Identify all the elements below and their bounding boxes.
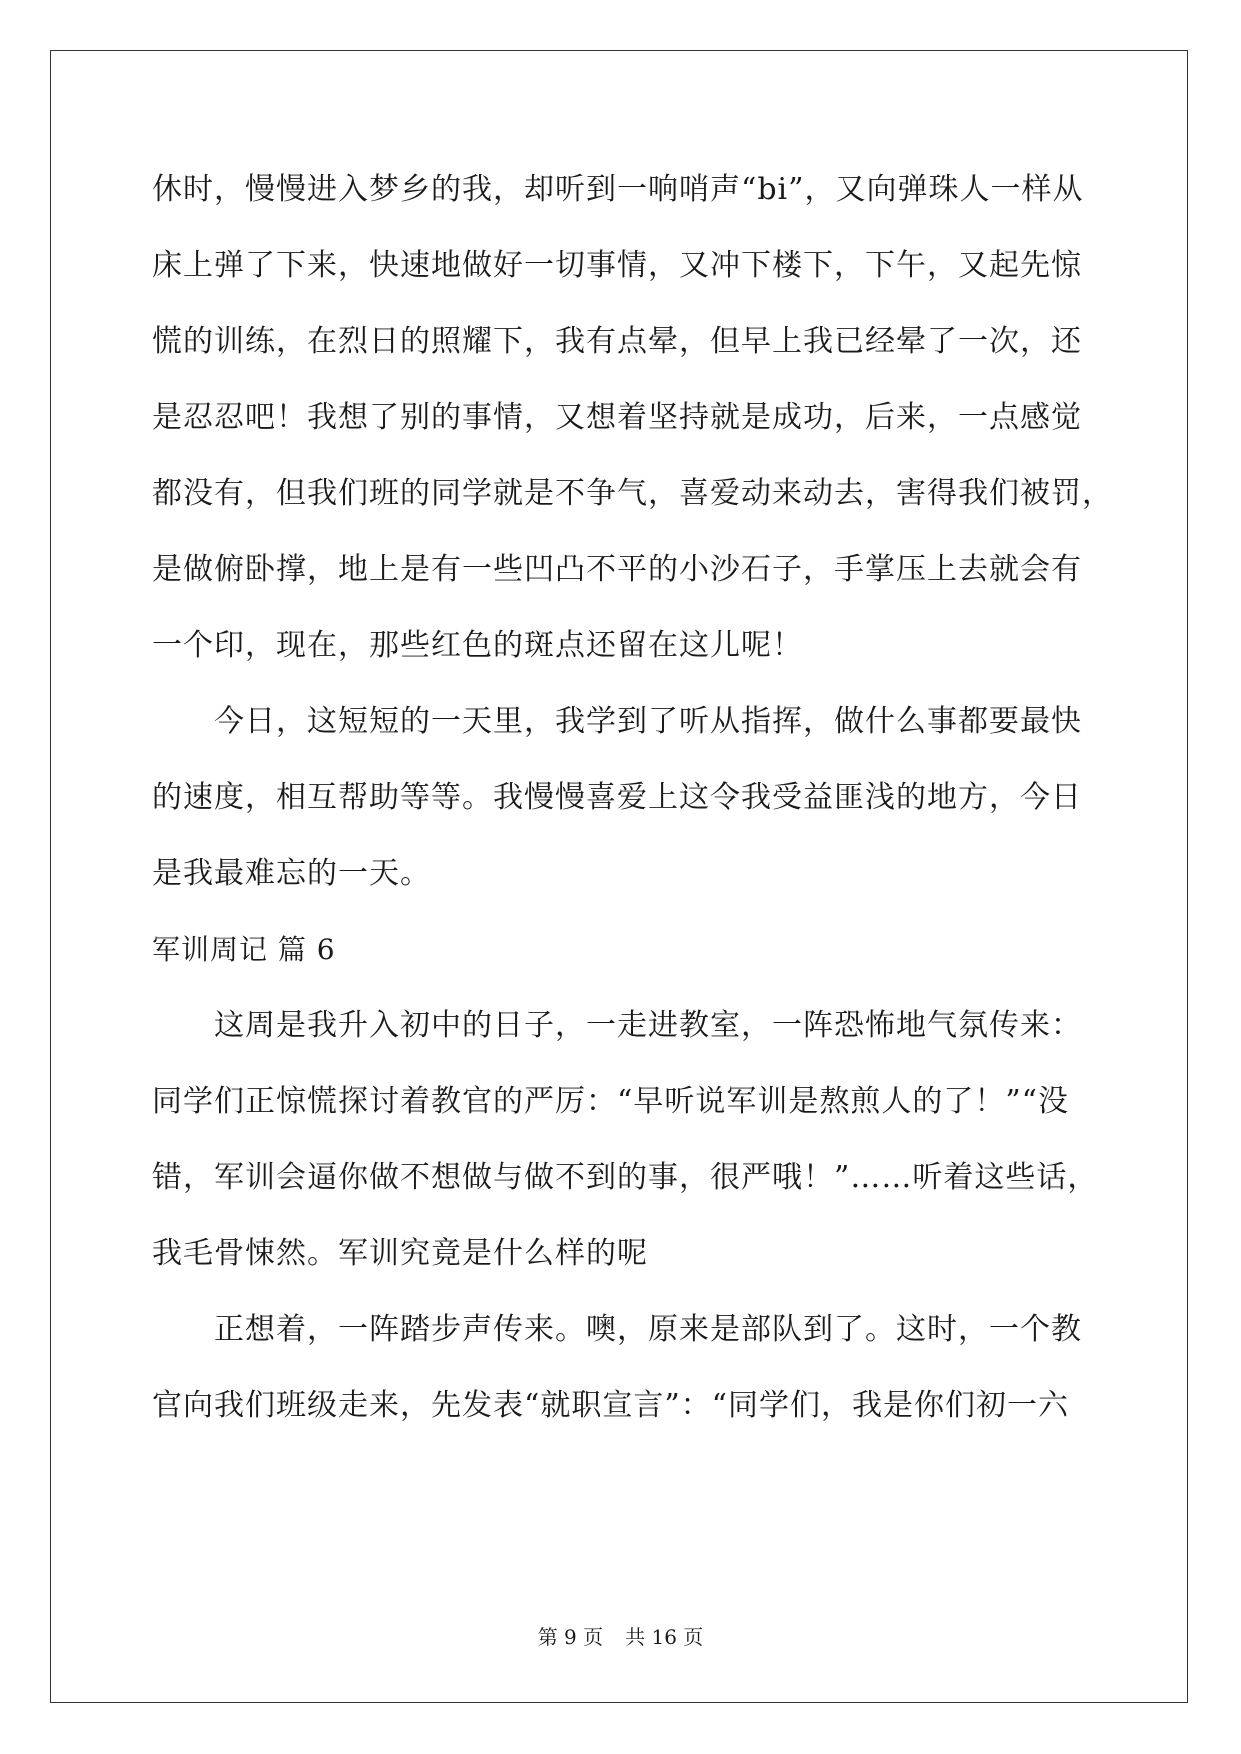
text-line: 今日，这短短的一天里，我学到了听从指挥，做什么事都要最快	[214, 704, 1082, 739]
text-line: 错，军训会逼你做不想做与做不到的事，很严哦！”……听着这些话，	[152, 1160, 1099, 1195]
text-line: 是忍忍吧！我想了别的事情，又想着坚持就是成功，后来，一点感觉	[152, 400, 1082, 435]
text-line: 都没有，但我们班的同学就是不争气，喜爱动来动去，害得我们被罚，	[152, 476, 1113, 511]
text-line: 一个印，现在，那些红色的斑点还留在这儿呢！	[152, 628, 803, 663]
text-line: 正想着，一阵踏步声传来。噢，原来是部队到了。这时，一个教	[214, 1312, 1082, 1347]
section-heading: 军训周记 篇 6	[152, 933, 336, 966]
text-line: 休时，慢慢进入梦乡的我，却听到一响哨声“bi”，又向弹珠人一样从	[152, 172, 1084, 207]
text-line: 这周是我升入初中的日子，一走进教室，一阵恐怖地气氛传来：	[214, 1008, 1082, 1043]
text-line: 同学们正惊慌探讨着教官的严厉：“早听说军训是熬煎人的了！”“没	[152, 1084, 1070, 1119]
text-line: 床上弹了下来，快速地做好一切事情，又冲下楼下，下午，又起先惊	[152, 248, 1082, 283]
text-line: 是做俯卧撑，地上是有一些凹凸不平的小沙石子，手掌压上去就会有	[152, 552, 1082, 587]
text-line: 官向我们班级走来，先发表“就职宣言”：“同学们，我是你们初一六	[152, 1388, 1070, 1423]
page-number: 第 9 页	[537, 1625, 604, 1649]
text-line: 我毛骨悚然。军训究竟是什么样的呢	[152, 1236, 648, 1271]
text-line: 是我最难忘的一天。	[152, 856, 431, 891]
page-footer	[0, 1625, 1241, 1649]
text-line: 的速度，相互帮助等等。我慢慢喜爱上这令我受益匪浅的地方，今日	[152, 780, 1082, 815]
text-line: 慌的训练，在烈日的照耀下，我有点晕，但早上我已经晕了一次，还	[152, 324, 1082, 359]
page-total: 共 16 页	[625, 1625, 704, 1649]
